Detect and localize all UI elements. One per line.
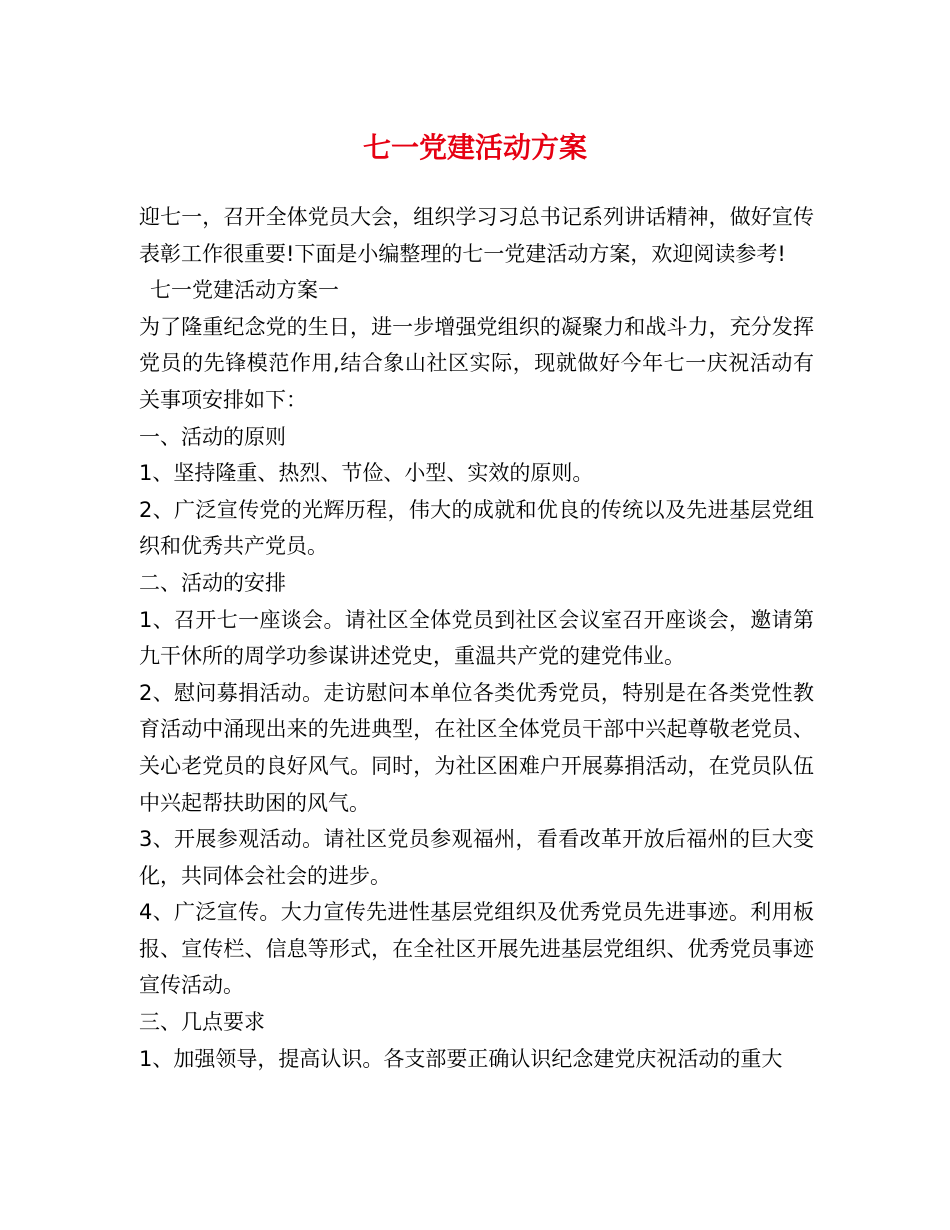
plan-title: 七一党建活动方案一 xyxy=(150,278,339,303)
arrangement-item-1: 1、召开七一座谈会。请社区全体党员到社区会议室召开座谈会，邀请第九干休所的周学功参谋讲述党史，重温共产党的建党伟业。 xyxy=(139,607,814,669)
intro-paragraph: 迎七一，召开全体党员大会，组织学习习总书记系列讲话精神，做好宣传表彰工作很重要!下面是小编整理的七一党建活动方案，欢迎阅读参考! xyxy=(139,205,814,266)
arrangement-item-2: 2、慰问募捐活动。走访慰问本单位各类优秀党员，特别是在各类党性教育活动中涌现出来的先进典型，在社区全体党员干部中兴起尊敬老党员、关心老党员的良好风气。同时，为社区困难户开展募捐活动，在党员队伍中兴起帮扶助困的风气。 xyxy=(139,680,814,815)
section-heading-arrangements: 二、活动的安排 xyxy=(139,570,286,595)
document-body xyxy=(139,199,814,1077)
principle-item-1: 1、坚持隆重、热烈、节俭、小型、实效的原则。 xyxy=(139,461,594,486)
section-heading-requirements: 三、几点要求 xyxy=(139,1010,265,1035)
paragraph-purpose: 为了隆重纪念党的生日，进一步增强党组织的凝聚力和战斗力，充分发挥党员的先锋模范作用,结合象山社区实际，现就做好今年七一庆祝活动有关事项安排如下： xyxy=(139,314,814,412)
section-heading-principles: 一、活动的原则 xyxy=(139,424,286,449)
principle-item-2: 2、广泛宣传党的光辉历程，伟大的成就和优良的传统以及先进基层党组织和优秀共产党员。 xyxy=(139,497,814,559)
document-title: 七一党建活动方案 xyxy=(362,131,587,164)
arrangement-item-4: 4、广泛宣传。大力宣传先进性基层党组织及优秀党员先进事迹。利用板报、宣传栏、信息等形式，在全社区开展先进基层党组织、优秀党员事迹宣传活动。 xyxy=(139,900,814,998)
arrangement-item-3: 3、开展参观活动。请社区党员参观福州，看看改革开放后福州的巨大变化，共同体会社会的进步。 xyxy=(139,827,814,888)
requirement-item-1: 1、加强领导，提高认识。各支部要正确认识纪念建党庆祝活动的重大 xyxy=(139,1046,783,1071)
